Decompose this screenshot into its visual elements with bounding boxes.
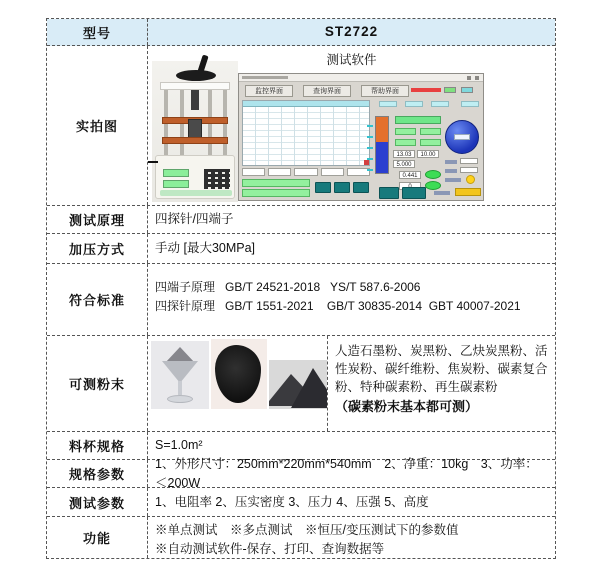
machine-cable (148, 161, 158, 163)
machine-handle-icon (176, 70, 216, 81)
software-readout-1: 0.441 (399, 171, 421, 179)
software-screenshot (238, 73, 484, 201)
software-state-badge (455, 188, 481, 196)
software-param-box (395, 128, 416, 135)
tester-machine-photo (152, 61, 238, 202)
photo-cell (148, 46, 555, 205)
functions-label: 功能 (47, 517, 148, 558)
params-value: 1、电阻率 2、压实密度 3、压力 4、压强 5、高度 (155, 494, 429, 509)
specs-label: 规格参数 (47, 460, 148, 487)
software-field (461, 101, 479, 107)
machine-lcd-display (163, 169, 189, 177)
black-powder-pile (215, 345, 261, 403)
powder-images (148, 336, 328, 431)
software-titlebar-text (242, 76, 288, 79)
software-button (334, 182, 350, 193)
software-indicator-button (425, 170, 441, 179)
standards-line-2: 四探针原理 GB/T 1551-2021 GB/T 30835-2014 GBT 40007-2021 (155, 299, 521, 314)
software-indicator-button (425, 181, 441, 190)
software-data-table (242, 100, 370, 166)
functions-line-1: ※单点测试 ※多点测试 ※恒压/变压测试下的参数值 (155, 523, 459, 537)
software-start-button (379, 187, 399, 199)
machine-screw (191, 90, 199, 110)
software-field (431, 101, 449, 107)
software-settings-button (402, 187, 426, 199)
table-row-pressure (47, 234, 555, 264)
funnel-base (167, 395, 193, 403)
software-table-header (243, 101, 369, 107)
software-tab-query: 查询界面 (303, 85, 351, 97)
standards-value (148, 264, 555, 335)
spec-table (46, 18, 556, 559)
software-param-box (395, 139, 416, 146)
software-measure-3: 5.000 (393, 160, 415, 168)
software-field (405, 101, 423, 107)
pressure-value: 手动 [最大30MPa] (155, 241, 256, 256)
cup-label: 料杯规格 (47, 432, 148, 459)
table-row-functions (47, 517, 555, 558)
software-status-bar (242, 189, 310, 197)
glass-funnel (162, 361, 198, 383)
software-status-bar (242, 179, 310, 187)
table-row-principle (47, 206, 555, 234)
cup-value: S=1.0m² (155, 438, 203, 453)
software-gauge-scale (367, 116, 373, 174)
table-row-photo (47, 46, 555, 206)
functions-cell (148, 517, 555, 558)
software-measure-2: 10.00 (417, 150, 439, 158)
machine-clamp-bar-bottom (162, 137, 228, 144)
software-mini-label (445, 178, 461, 182)
principle-value: 四探针/四端子 (155, 212, 234, 227)
powders-label: 可测粉末 (47, 336, 148, 431)
software-param-box (420, 139, 441, 146)
model-label: 型号 (47, 19, 148, 45)
software-stat-fields (242, 168, 370, 176)
software-titlebar (239, 74, 483, 82)
machine-glow (160, 190, 232, 196)
standards-label: 符合标准 (47, 264, 148, 335)
powder-photo-dark-heaps (269, 360, 327, 409)
powder-photo-funnel (151, 341, 209, 409)
software-pressure-gauge (375, 116, 389, 174)
machine-instrument-base (155, 155, 235, 199)
table-row-powders (47, 336, 555, 432)
software-status-chip (444, 87, 456, 93)
software-input (460, 167, 478, 173)
machine-lcd-display (163, 180, 189, 188)
software-title: 测试软件 (326, 53, 377, 67)
dark-powder-heap (291, 368, 327, 408)
pressure-label: 加压方式 (47, 234, 148, 263)
table-row-params (47, 488, 555, 517)
funnel-stem (178, 381, 182, 395)
table-row-standards (47, 264, 555, 336)
software-param-box (420, 128, 441, 135)
close-icon (475, 76, 479, 80)
software-tab-monitor: 监控界面 (245, 85, 293, 97)
powders-note: （碳素粉末基本都可测） (335, 399, 479, 415)
software-test-header (395, 116, 441, 124)
software-tab-help: 帮助界面 (361, 85, 409, 97)
software-field (379, 101, 397, 107)
principle-label: 测试原理 (47, 206, 148, 233)
software-mini-label (445, 169, 457, 173)
powder-photo-black-pile (211, 339, 267, 409)
software-knob-label (454, 134, 470, 140)
software-mini-label (445, 160, 457, 164)
software-status-chip (461, 87, 473, 93)
table-row-model (47, 19, 555, 46)
model-value: ST2722 (324, 24, 379, 40)
software-measure-1: 13.03 (393, 150, 415, 158)
software-input (460, 158, 478, 164)
functions-line-2: ※自动测试软件-保存、打印、查询数据等 (155, 542, 385, 557)
software-button (315, 182, 331, 193)
standards-line-1: 四端子原理 GB/T 24521-2018 YS/T 587.6-2006 (155, 280, 421, 294)
powders-text-block (328, 336, 555, 431)
software-mini-label (434, 191, 450, 195)
photo-label: 实拍图 (47, 46, 148, 205)
software-button (353, 182, 369, 193)
powders-cell (148, 336, 555, 431)
machine-keypad (204, 169, 230, 189)
software-warning-indicator (466, 175, 475, 184)
software-alert-text (411, 88, 441, 92)
powders-list: 人造石墨粉、炭黑粉、乙炔炭黑粉、活性炭粉、碳纤维粉、焦炭粉、碳素复合粉、特种碳素粉、再生碳素粉 (335, 344, 548, 395)
machine-top-plate (160, 82, 230, 90)
table-row-specs (47, 457, 555, 490)
specs-value: 1、外形尺寸：250mm*220mm*540mm 2、净重：10kg 3、功率：＜200W (155, 457, 538, 490)
minimize-icon (467, 76, 471, 80)
params-label: 测试参数 (47, 488, 148, 516)
